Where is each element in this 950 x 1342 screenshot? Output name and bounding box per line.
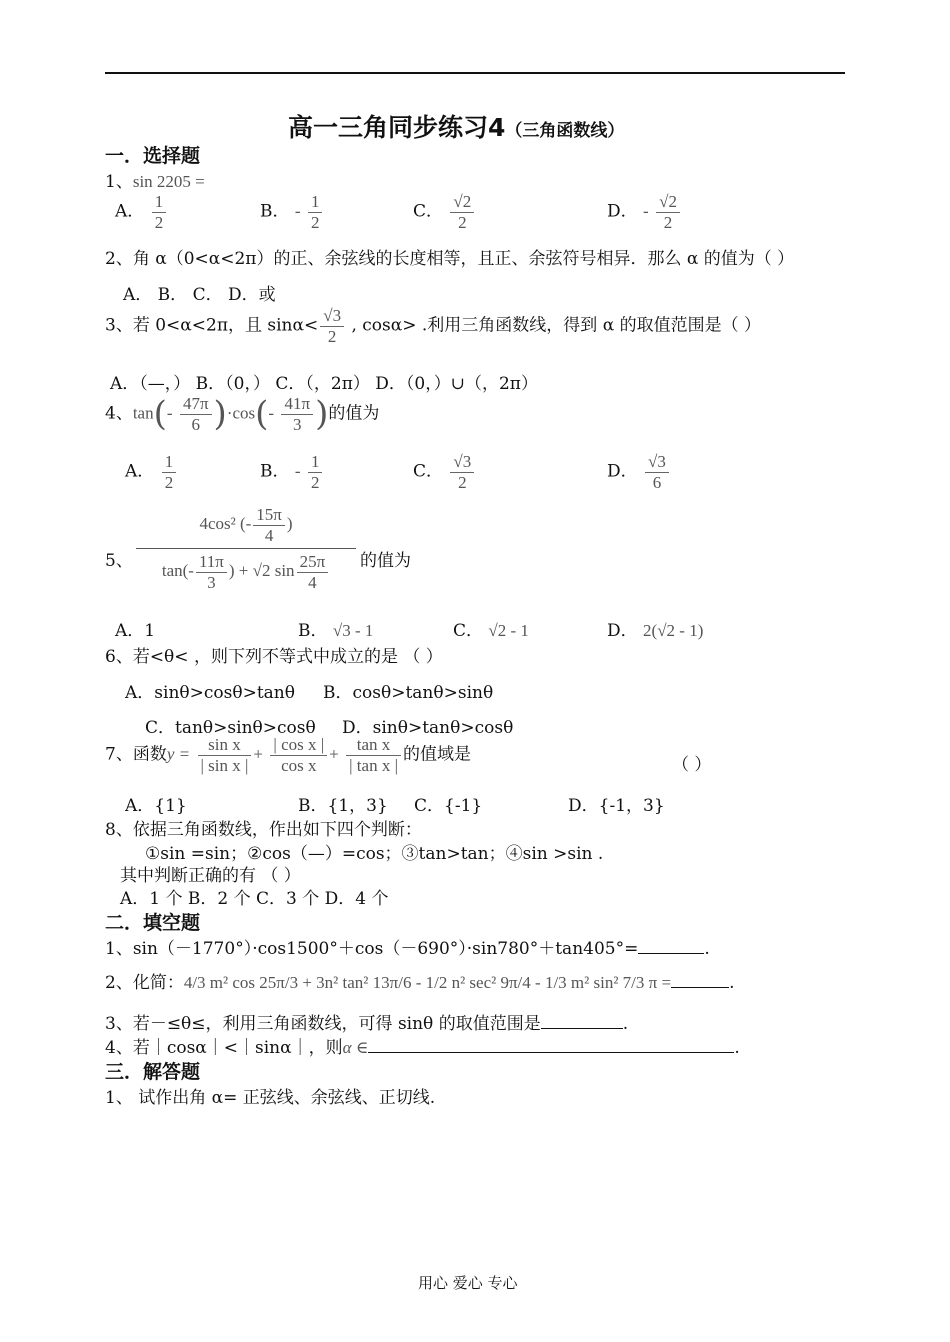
fill-2: 2、化简：4/3 m² cos 25π/3 + 3n² tan² 13π/6 - 1/2 n² sec² 9π/4 - 1/3 m² sin² 7/3 π = . bbox=[105, 973, 735, 993]
q7-option-b: B．{1，3} bbox=[298, 796, 388, 816]
section-solve: 三．解答题 bbox=[105, 1061, 201, 1083]
q1-option-c: C． $\frac{√2}{2}$ bbox=[413, 192, 476, 232]
q5-suffix: 的值为 bbox=[360, 551, 411, 571]
q8-options: A．1 个 B．2 个 C．3 个 D．4 个 bbox=[120, 889, 389, 909]
q4-option-c: C． $\frac{√3}{2}$ bbox=[413, 452, 476, 492]
fill-1: 1、sin（－1770°）·cos1500°＋cos（－690°）·sin780°＋tan405°= . bbox=[105, 939, 710, 959]
q5-option-a: A．1 bbox=[115, 621, 156, 641]
question-7: 7、函数y = $\frac{\text{sin x}}{\text{| sin x |}}$ + $\frac{\text{| cos x |}}{\text{cos x}}$ + $\frac{\text{tan x}}{\text{| tan x |}}$ 的值域是 bbox=[105, 735, 471, 775]
q8-items: ①sin =sin；②cos（—）=cos；③tan>tan；④sin >sin . bbox=[145, 844, 604, 864]
question-8: 8、依据三角函数线，作出如下四个判断： bbox=[105, 820, 422, 840]
fill-4: 4、若｜cosα｜<｜sinα｜，则α ∈ . bbox=[105, 1038, 740, 1058]
section-fill: 二．填空题 bbox=[105, 912, 201, 934]
q5-option-c: C． √2 - 1 bbox=[453, 621, 529, 641]
q7-option-a: A．{1} bbox=[125, 796, 187, 816]
q6-option-b: B．cosθ>tanθ>sinθ bbox=[323, 683, 494, 703]
q8-judge: 其中判断正确的有 （ ） bbox=[120, 866, 301, 886]
fill-3: 3、若－≤θ≤，利用三角函数线，可得 sinθ 的取值范围是 . bbox=[105, 1014, 629, 1034]
solve-1: 1、 试作出角 α= 正弦线、余弦线、正切线. bbox=[105, 1088, 436, 1108]
q5-fraction: 4cos² (- $\frac{15\pi}{4}$ ) tan(- $\frac{11\pi}{3}$ ) + √2 sin $\frac{25\pi}{4}$ bbox=[136, 505, 356, 592]
q5-option-d: D． 2(√2 - 1) bbox=[607, 621, 704, 641]
question-4: 4、tan(- $\frac{47\pi}{6}$ )·cos(- $\frac{41\pi}{3}$ )的值为 bbox=[105, 394, 380, 435]
q1-option-d: D． - $\frac{√2}{2}$ bbox=[607, 192, 682, 232]
question-6: 6、若<θ< ，则下列不等式中成立的是 （ ） bbox=[105, 647, 443, 667]
q4-option-a: A． $\frac{1}{2}$ bbox=[125, 452, 178, 492]
q1-option-b: B． - $\frac{1}{2}$ bbox=[260, 192, 324, 232]
q7-option-c: C．{-1} bbox=[414, 796, 483, 816]
section-choice: 一．选择题 bbox=[105, 145, 201, 167]
q4-option-d: D． $\frac{√3}{6}$ bbox=[607, 452, 671, 492]
footer-text: 用心 爱心 专心 bbox=[418, 1274, 518, 1292]
top-rule bbox=[105, 72, 845, 74]
question-2: 2、角 α（0<α<2π）的正、余弦线的长度相等，且正、余弦符号相异．那么 α 的值为（ ） bbox=[105, 249, 795, 269]
q2-options: A． B． C． D．或 bbox=[123, 285, 276, 305]
page-title: 高一三角同步练习4（三角函数线） bbox=[288, 113, 625, 142]
q3-options: A．（—，） B．（0，） C．（，2π） D．（0，）∪（，2π） bbox=[110, 374, 538, 394]
question-3: 3、若 0<α<2π，且 sinα< $\frac{√3}{2}$ , cosα> .利用三角函数线，得到 α 的取值范围是（ ） bbox=[105, 306, 761, 346]
q6-option-a: A．sinθ>cosθ>tanθ bbox=[125, 683, 295, 703]
q6-option-c: C．tanθ>sinθ>cosθ bbox=[145, 718, 316, 738]
q7-option-d: D．{-1，3} bbox=[568, 796, 665, 816]
q6-option-d: D．sinθ>tanθ>cosθ bbox=[342, 718, 514, 738]
q1-option-a: A． $\frac{1}{2}$ bbox=[115, 192, 168, 232]
question-1: 1、sin 2205 = bbox=[105, 172, 205, 192]
q4-option-b: B． - $\frac{1}{2}$ bbox=[260, 452, 324, 492]
q5-option-b: B． √3 - 1 bbox=[298, 621, 374, 641]
q7-answer-paren: （ ） bbox=[672, 755, 712, 775]
question-5-num: 5、 bbox=[105, 551, 133, 571]
